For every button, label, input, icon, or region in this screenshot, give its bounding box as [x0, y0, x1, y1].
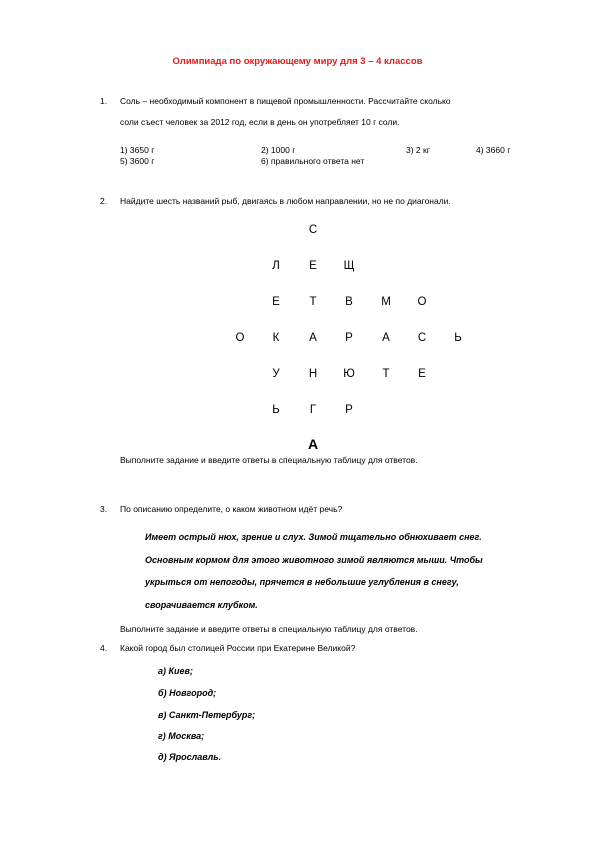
- grid-letter: У: [272, 368, 280, 380]
- question-line: соли съест человек за 2012 год, если в день он употребляет 10 г соли.: [120, 117, 400, 127]
- grid-letter: Л: [272, 260, 280, 272]
- grid-letter: Е: [272, 296, 280, 308]
- question-text: Какой город был столицей России при Екатерине Великой?: [120, 643, 356, 653]
- question-line: Соль – необходимый компонент в пищевой промышленности. Рассчитайте сколько: [120, 96, 451, 106]
- instruction-note: Выполните задание и введите ответы в специальную таблицу для ответов.: [120, 455, 418, 465]
- description-line: сворачивается клубком.: [145, 599, 258, 610]
- grid-letter: Ь: [454, 332, 462, 344]
- grid-letter: Р: [345, 332, 353, 344]
- question-text: Найдите шесть названий рыб, двигаясь в любом направлении, но не по диагонали.: [120, 196, 451, 206]
- grid-letter: А: [382, 332, 390, 344]
- description-line: Основным кормом для этого животного зимой являются мыши. Чтобы: [145, 554, 483, 565]
- instruction-note: Выполните задание и введите ответы в специальную таблицу для ответов.: [120, 624, 418, 634]
- grid-letter: М: [381, 296, 391, 308]
- question-number: 3.: [100, 504, 108, 514]
- grid-letter: А: [309, 332, 317, 344]
- grid-letter: О: [235, 332, 245, 344]
- option: 1) 3650 г: [120, 145, 155, 155]
- grid-letter: Н: [308, 368, 318, 380]
- description-line: Имеет острый нюх, зрение и слух. Зимой тщательно обнюхивает снег.: [145, 532, 482, 542]
- grid-letter: Е: [309, 260, 317, 272]
- question-text: По описанию определите, о каком животном идёт речь?: [120, 504, 343, 514]
- question-number: 2.: [100, 196, 108, 206]
- grid-letter: Ю: [343, 368, 355, 380]
- option: 6) правильного ответа нет: [261, 156, 365, 166]
- grid-letter: В: [345, 296, 353, 308]
- grid-letter: Ь: [272, 404, 280, 416]
- grid-letter: Е: [418, 368, 426, 380]
- animal-description: [145, 526, 545, 616]
- answer-option: а) Киев;: [158, 666, 193, 676]
- question-number: 4.: [100, 643, 108, 653]
- description-line: укрыться от непогоды, прячется в небольшие углубления в снегу,: [145, 577, 459, 587]
- grid-letter: А: [307, 436, 319, 452]
- option: 4) 3660 г: [476, 145, 511, 155]
- answer-option: б) Новгород;: [158, 688, 217, 698]
- grid-letter: О: [417, 296, 427, 308]
- answer-option: д) Ярославль.: [158, 752, 222, 762]
- answer-option: в) Санкт-Петербург;: [158, 710, 256, 720]
- grid-letter: Р: [345, 404, 353, 416]
- grid-letter: С: [417, 332, 427, 344]
- option: 5) 3600 г: [120, 156, 155, 166]
- grid-letter: Т: [382, 368, 390, 380]
- option: 2) 1000 г: [261, 145, 296, 155]
- question-number: 1.: [100, 96, 108, 106]
- grid-letter: Щ: [343, 260, 355, 272]
- option: 3) 2 кг: [406, 145, 430, 155]
- grid-letter: С: [308, 224, 318, 236]
- grid-letter: Т: [309, 296, 317, 308]
- grid-letter: Г: [309, 404, 317, 416]
- grid-letter: К: [272, 332, 280, 344]
- page-title: Олимпиада по окружающему миру для 3 – 4 классов: [172, 56, 423, 67]
- answer-option: г) Москва;: [158, 731, 205, 741]
